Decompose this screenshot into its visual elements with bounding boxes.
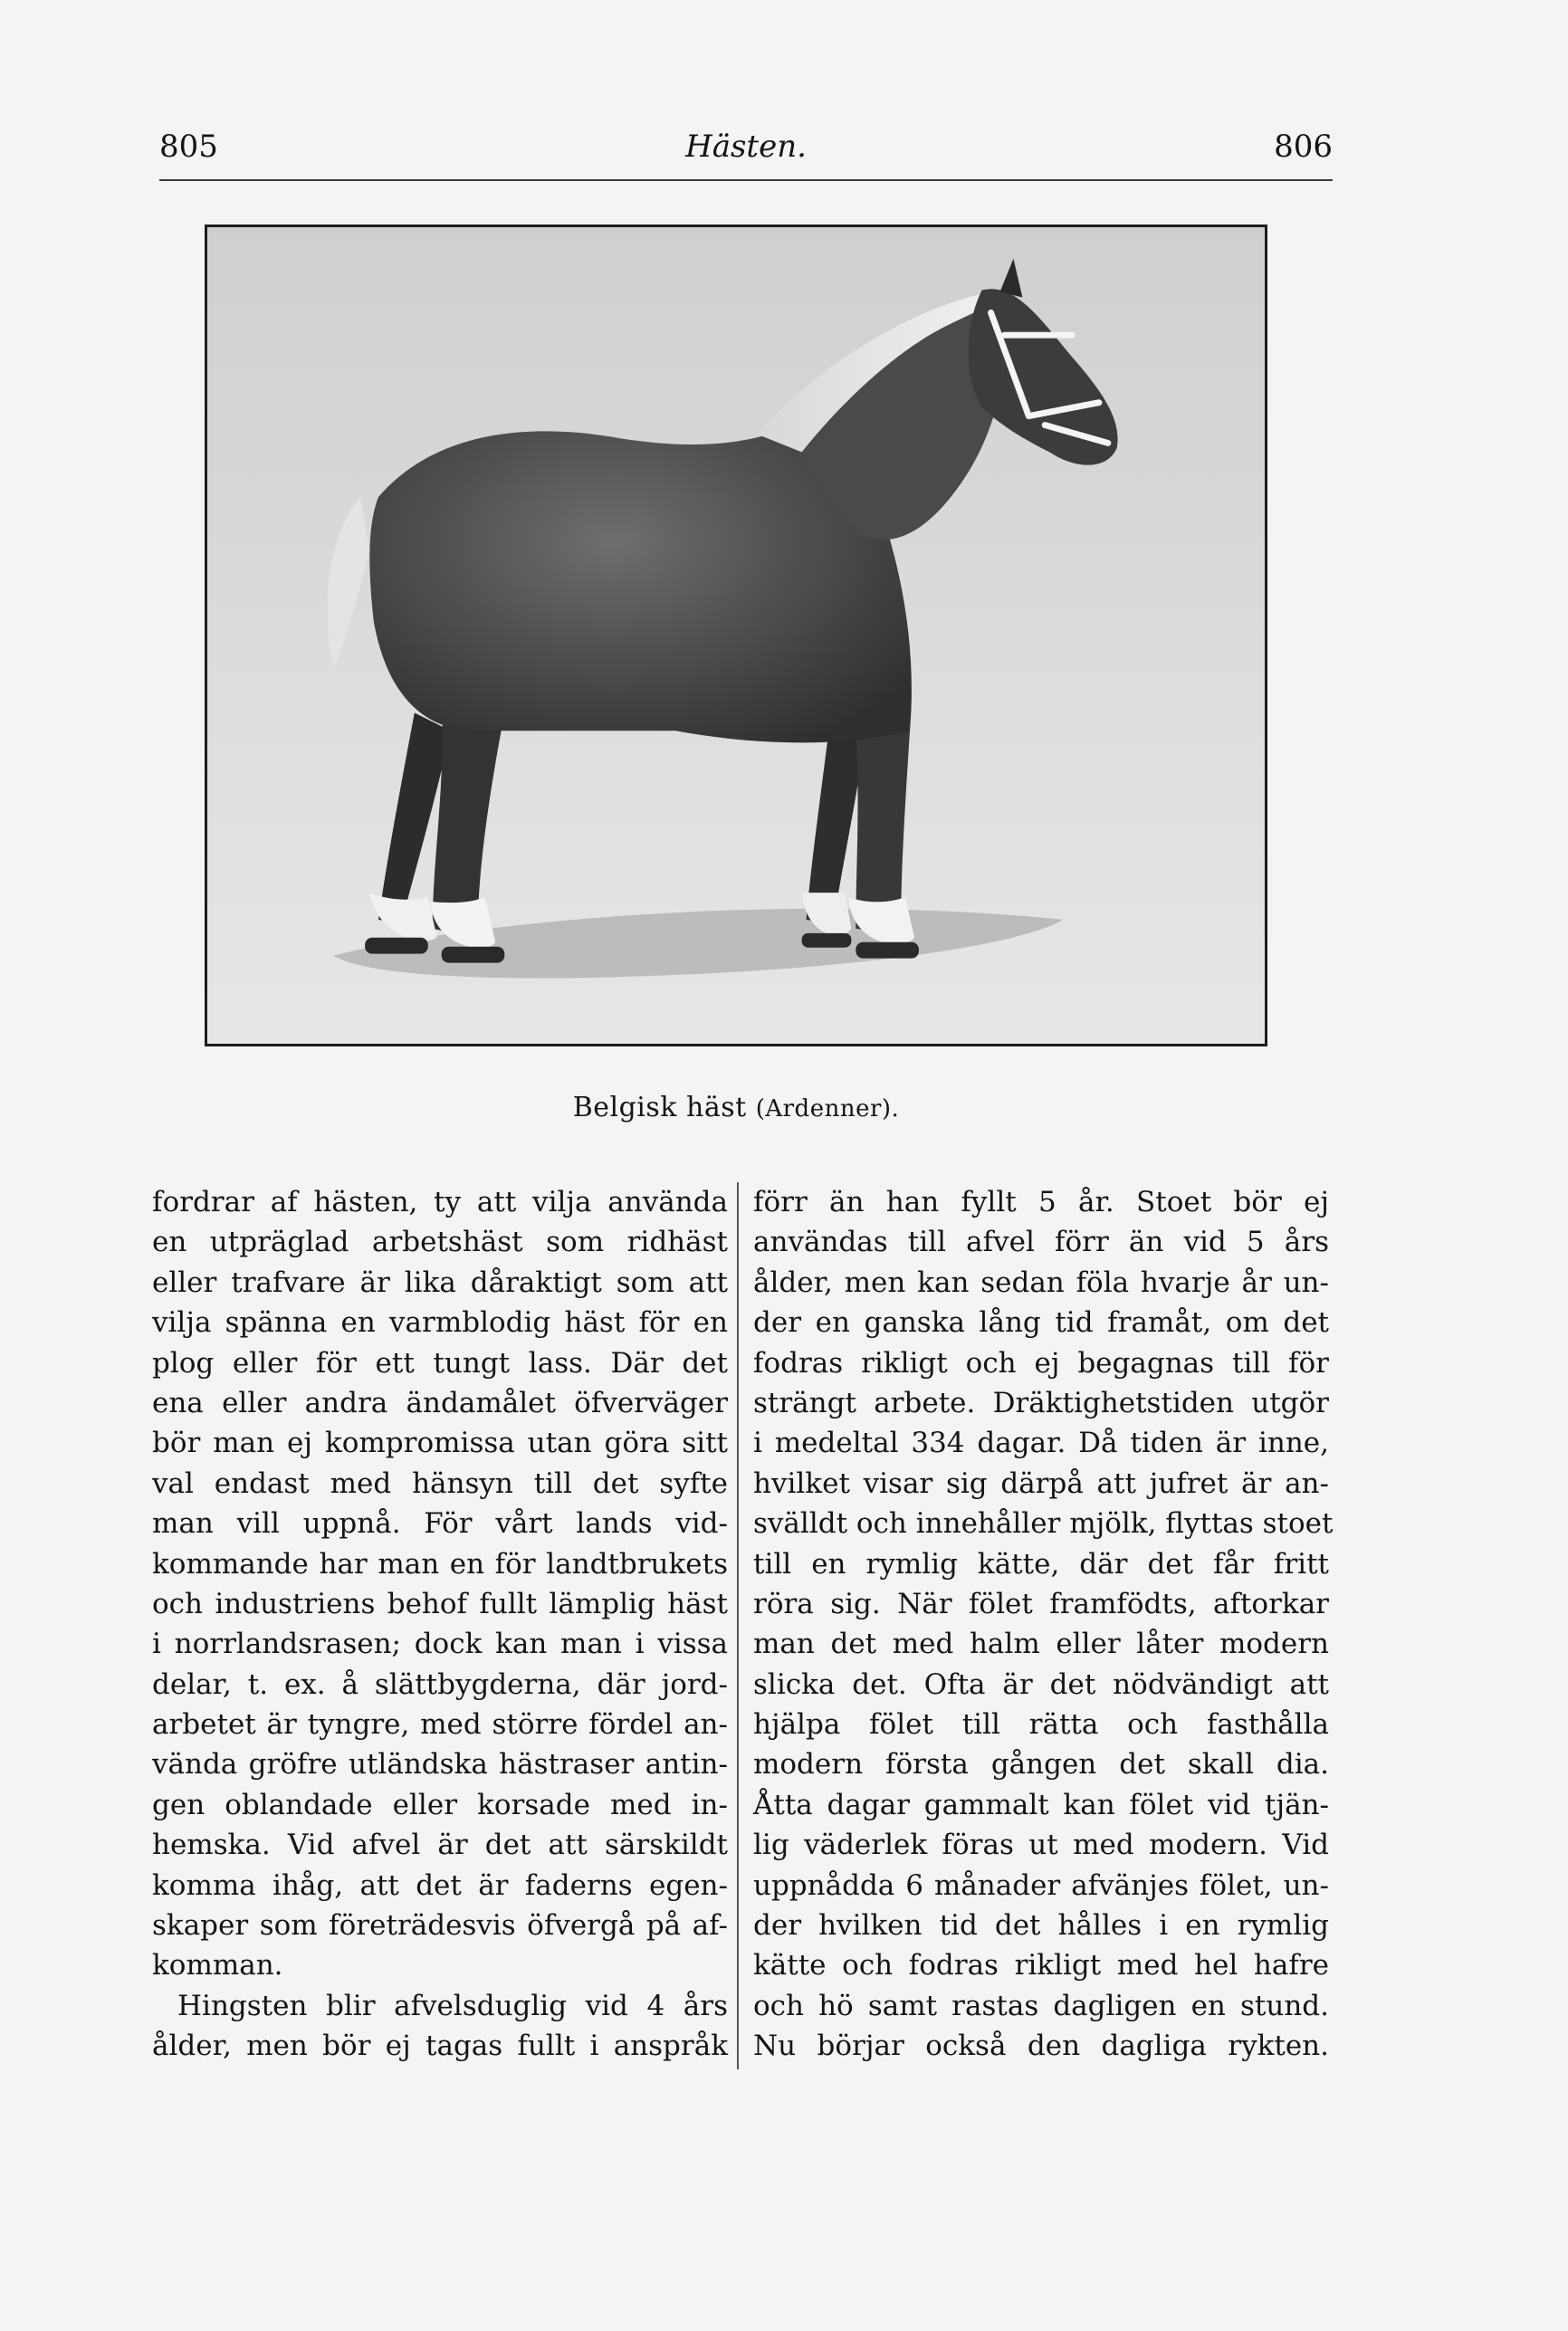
text-line: gen oblandade eller korsade med in- [152, 1788, 728, 1821]
text-line: hemska. Vid afvel är det att särskildt [152, 1829, 728, 1862]
text-line: Hingsten blir afvelsduglig vid 4 års [177, 1989, 728, 2022]
caption-main: Belgisk häst [572, 1092, 747, 1123]
page-number-right: 806 [1274, 129, 1333, 165]
text-line: man det med halm eller låter modern [753, 1628, 1329, 1661]
text-line: eller trafvare är lika dåraktigt som att [152, 1266, 728, 1299]
header-rule [159, 179, 1333, 181]
text-line: ålder, men bör ej tagas fullt i anspråk [152, 2030, 728, 2063]
text-line: Nu börjar också den dagliga rykten. [753, 2030, 1329, 2063]
text-line: komma ihåg, att det är faderns egen- [152, 1868, 728, 1902]
text-line: plog eller för ett tungt lass. Där det [152, 1346, 728, 1380]
text-line: delar, t. ex. å slättbygderna, där jord- [152, 1667, 728, 1701]
horse-illustration [207, 227, 1265, 1044]
text-line: der hvilken tid det hålles i en rymlig [753, 1909, 1329, 1943]
caption-sub: (Ardenner). [755, 1095, 900, 1123]
horse-photograph [205, 225, 1267, 1046]
text-line: lig väderlek föras ut med modern. Vid [753, 1829, 1329, 1862]
page-number-left: 805 [159, 129, 218, 165]
running-title: Hästen. [685, 129, 807, 165]
text-line: komman. [152, 1949, 283, 1982]
text-line: strängt arbete. Dräktighetstiden utgör [753, 1386, 1329, 1419]
figure-caption [205, 1092, 1267, 1123]
text-line: i medeltal 334 dagar. Då tiden är inne, [753, 1427, 1329, 1460]
running-header [159, 129, 1333, 176]
text-line: slicka det. Ofta är det nödvändigt att [753, 1667, 1329, 1701]
horse-hoof [802, 933, 852, 948]
text-line: och hö samt rastas dagligen en stund. [753, 1989, 1329, 2022]
text-line: bör man ej kompromissa utan göra sitt [152, 1427, 728, 1460]
text-line: hjälpa fölet till rätta och fasthålla [753, 1708, 1329, 1742]
text-line: Åtta dagar gammalt kan fölet vid tjän- [753, 1788, 1329, 1821]
text-line: kommande har man en för landtbrukets [152, 1547, 728, 1581]
text-line: röra sig. När fölet framfödts, aftorkar [753, 1587, 1329, 1620]
text-line: man vill uppnå. För vårt lands vid- [152, 1507, 728, 1541]
text-line: i norrlandsrasen; dock kan man i vissa [152, 1628, 728, 1661]
text-line: och industriens behof fullt lämplig häst [152, 1587, 728, 1620]
text-line: arbetet är tyngre, med större fördel an- [152, 1708, 728, 1742]
text-line: vända gröfre utländska hästraser antin- [152, 1748, 728, 1782]
text-line: der en ganska lång tid framåt, om det [753, 1306, 1329, 1340]
text-line: en utpräglad arbetshäst som ridhäst [152, 1226, 728, 1259]
text-line: till en rymlig kätte, där det får fritt [753, 1547, 1329, 1581]
left-column-text [152, 1182, 728, 2067]
horse-hoof [442, 947, 505, 963]
text-line: val endast med hänsyn till det syfte [152, 1466, 728, 1500]
horse-hoof [365, 938, 428, 954]
text-line: svälldt och innehåller mjölk, flyttas stoet [753, 1507, 1334, 1541]
horse-hoof [856, 942, 919, 959]
text-line: uppnådda 6 månader afvänjes fölet, un- [753, 1868, 1329, 1902]
text-line: ålder, men kan sedan föla hvarje år un- [753, 1266, 1329, 1299]
text-line: skaper som företrädesvis öfvergå på af- [152, 1909, 728, 1943]
text-line: modern första gången det skall dia. [753, 1748, 1329, 1782]
text-line: ena eller andra ändamålet öfverväger [152, 1386, 728, 1419]
text-line: fodras rikligt och ej begagnas till för [753, 1346, 1329, 1380]
text-line: vilja spänna en varmblodig häst för en [152, 1306, 728, 1340]
text-line: användas till afvel förr än vid 5 års [753, 1226, 1329, 1259]
text-line: förr än han fyllt 5 år. Stoet bör ej [753, 1186, 1329, 1218]
text-line: fordrar af hästen, ty att vilja använda [152, 1186, 728, 1218]
right-column-text [753, 1182, 1334, 2067]
text-line: hvilket visar sig därpå att jufret är an- [753, 1466, 1329, 1500]
column-divider [737, 1182, 739, 2069]
text-line: kätte och fodras rikligt med hel hafre [753, 1949, 1329, 1982]
